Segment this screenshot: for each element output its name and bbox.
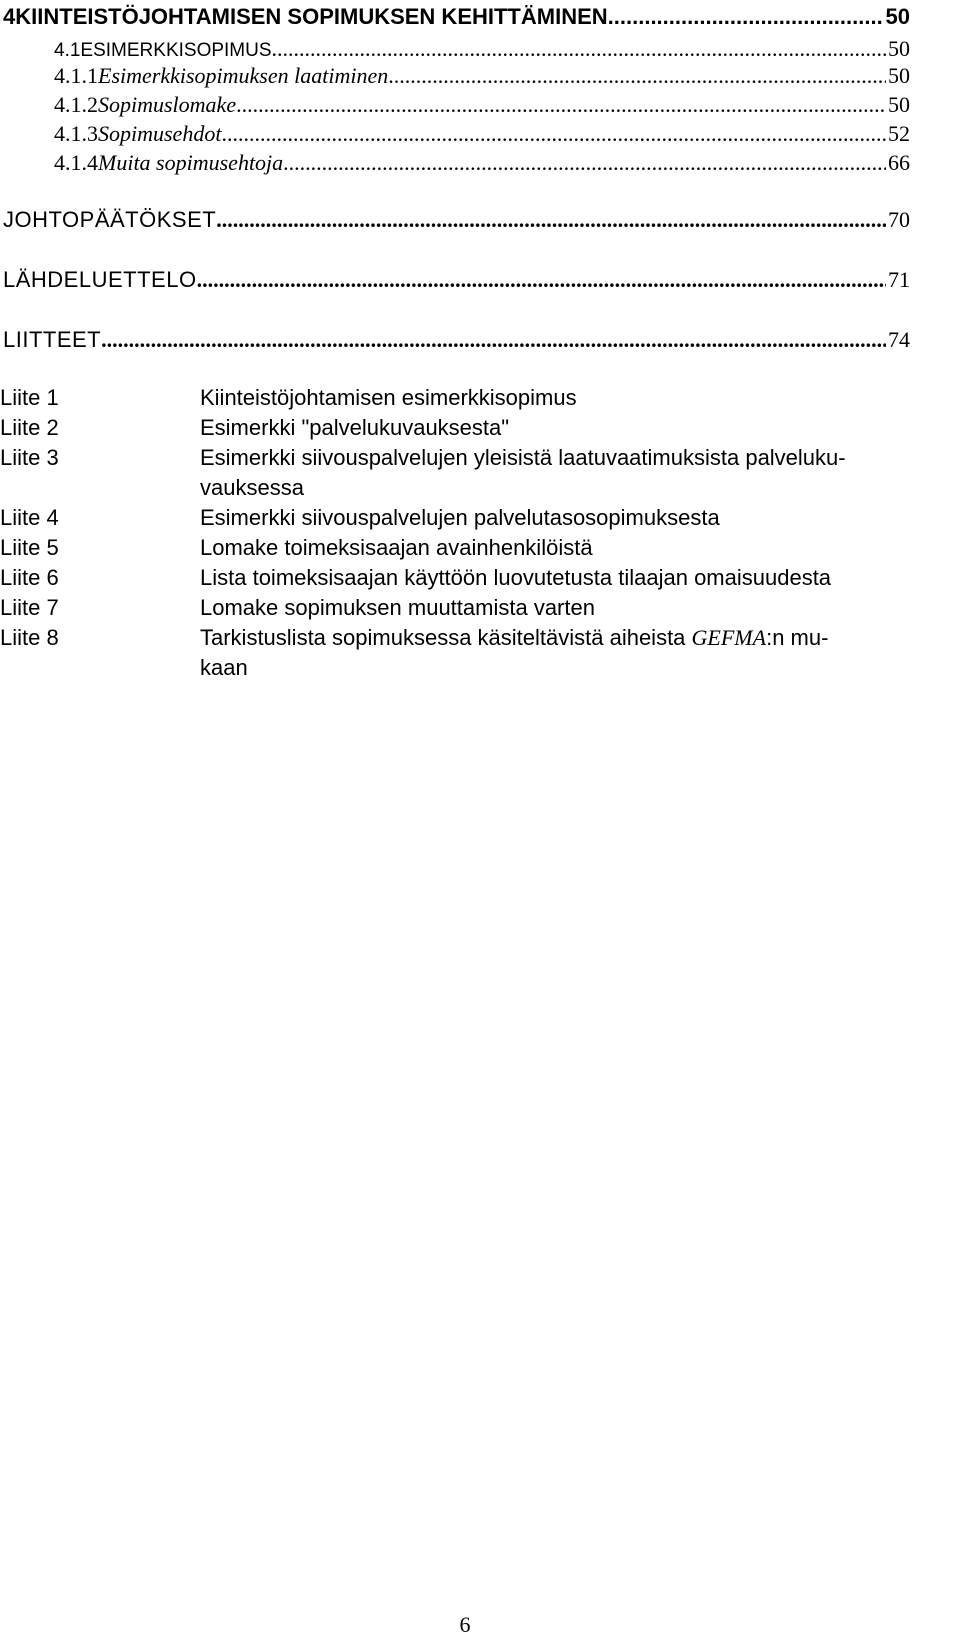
appendix-title: Esimerkki siivouspalvelujen palvelutasosopimuksesta (200, 505, 720, 530)
appendix-title: Esimerkki "palvelukuvauksesta" (200, 415, 510, 440)
appendix-title: Lomake sopimuksen muuttamista varten (200, 595, 595, 620)
appendix-list (0, 383, 930, 683)
toc-entry-number: 4.1.3 (54, 121, 98, 146)
appendix-title: Lista toimeksisaajan käyttöön luovutetusta tilaajan omaisuudesta (200, 565, 832, 590)
toc-entry-subsection[interactable] (54, 92, 910, 118)
appendix-title: Lomake toimeksisaajan avainhenkilöistä (200, 535, 593, 560)
toc-entry-title: Esimerkkisopimuksen laatiminen (98, 63, 389, 88)
toc-entry-page: 71 (888, 267, 910, 292)
appendix-label: Liite 6 (0, 565, 59, 590)
toc-entry-number: 4.1.4 (54, 150, 98, 175)
appendix-item (0, 533, 930, 563)
appendix-item (0, 413, 930, 443)
appendix-item (0, 593, 930, 623)
toc-leader-dots (101, 327, 886, 353)
toc-entry-subsection[interactable] (54, 121, 910, 147)
toc-entry-title: Sopimusehdot (98, 121, 222, 146)
appendix-label: Liite 4 (0, 505, 59, 530)
toc-entry-number: 4.1.1 (54, 63, 98, 88)
appendix-title (200, 623, 930, 683)
appendix-title-text: Tarkistuslista sopimuksessa käsiteltävistä aiheista (200, 625, 686, 650)
appendix-item (0, 383, 930, 413)
toc-leader-dots (388, 63, 886, 89)
toc-entry-liitteet[interactable] (3, 327, 910, 353)
appendix-label: Liite 8 (0, 625, 59, 650)
toc-entry-page: 70 (888, 207, 910, 232)
toc-leader-dots (272, 36, 886, 62)
toc-leader-dots (197, 267, 886, 293)
appendix-title-continuation: vauksessa (200, 475, 304, 500)
appendix-title-line: Esimerkki siivouspalvelujen yleisistä laatuvaatimuksista palveluku- (200, 445, 846, 470)
appendix-title-italic: GEFMA (691, 625, 767, 650)
toc-entry-section-4-1[interactable] (54, 36, 910, 62)
appendix-item (0, 563, 930, 593)
appendix-label: Liite 1 (0, 385, 59, 410)
appendix-title-suffix: :n mu- (766, 625, 829, 650)
toc-entry-page: 52 (888, 121, 910, 146)
appendix-label: Liite 2 (0, 415, 59, 440)
toc-entry-title: LÄHDELUETTELO (3, 267, 197, 292)
toc-entry-number: 4.1 (54, 40, 81, 61)
toc-entry-page: 50 (888, 36, 910, 61)
toc-entry-subsection[interactable] (54, 150, 910, 176)
toc-entry-title: Sopimuslomake (98, 92, 237, 117)
toc-entry-johtopaatokset[interactable] (3, 207, 910, 233)
toc-entry-title: JOHTOPÄÄTÖKSET (3, 207, 217, 232)
appendix-title: Kiinteistöjohtamisen esimerkkisopimus (200, 385, 577, 410)
toc-entry-lahdeluettelo[interactable] (3, 267, 910, 293)
appendix-label: Liite 5 (0, 535, 59, 560)
appendix-title-continuation: kaan (200, 655, 248, 680)
toc-leader-dots (236, 92, 886, 118)
toc-entry-page: 50 (888, 92, 910, 117)
toc-entry-page: 50 (885, 4, 910, 29)
toc-entry-title: ESIMERKKISOPIMUS (80, 40, 272, 61)
appendix-item (0, 623, 930, 683)
toc-leader-dots (216, 207, 886, 233)
appendix-label: Liite 3 (0, 445, 59, 470)
appendix-item (0, 503, 930, 533)
toc-entry-chapter-4[interactable] (3, 4, 910, 30)
toc-leader-dots (283, 150, 886, 176)
appendix-title (200, 443, 930, 503)
appendix-item (0, 443, 930, 503)
toc-entry-number: 4.1.2 (54, 92, 98, 117)
toc-entry-title: LIITTEET (3, 327, 102, 352)
toc-leader-dots (221, 121, 886, 147)
toc-entry-page: 50 (888, 63, 910, 88)
toc-entry-title: Muita sopimusehtoja (98, 150, 284, 175)
toc-entry-page: 66 (888, 150, 910, 175)
toc-entry-title: KIINTEISTÖJOHTAMISEN SOPIMUKSEN KEHITTÄMINEN (15, 4, 608, 29)
page-number: 6 (459, 1612, 471, 1637)
toc-entry-page: 74 (888, 327, 910, 352)
appendix-label: Liite 7 (0, 595, 59, 620)
toc-entry-subsection[interactable] (54, 63, 910, 89)
toc-entry-number: 4 (3, 4, 16, 29)
toc-leader-dots (608, 4, 884, 30)
